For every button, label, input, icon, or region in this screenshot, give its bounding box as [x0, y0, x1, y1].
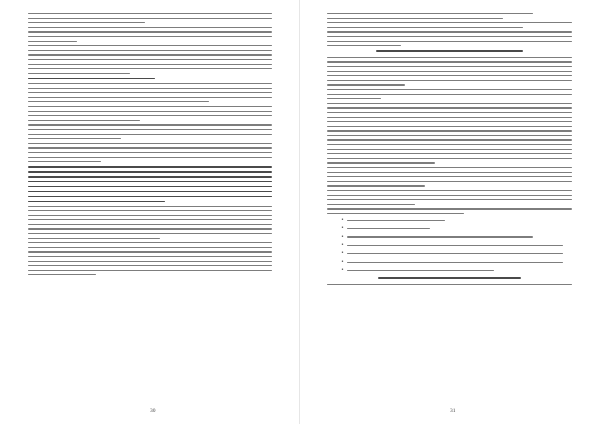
- numbered-list: [327, 18, 572, 47]
- paragraph: [28, 83, 272, 103]
- paragraph: [28, 206, 272, 239]
- section-heading: [327, 50, 572, 52]
- paragraph: [327, 57, 572, 86]
- bullet-icon: •: [341, 258, 344, 265]
- list-item: [327, 243, 572, 248]
- paragraph: [327, 103, 572, 164]
- paragraph: [327, 167, 572, 187]
- list-item: [327, 268, 572, 273]
- paragraph: [28, 45, 272, 74]
- page-number: 30: [150, 408, 156, 414]
- right-page-body: [327, 13, 572, 288]
- page-number: 31: [450, 408, 456, 414]
- bullet-icon: •: [341, 267, 344, 274]
- bullet-list: [327, 218, 572, 273]
- right-page: [300, 0, 600, 424]
- bullet-icon: •: [341, 225, 344, 232]
- bullet-icon: •: [341, 241, 344, 248]
- paragraph: [28, 143, 272, 163]
- left-page-body: [28, 13, 272, 279]
- paragraph: [28, 27, 272, 42]
- subheading: [28, 78, 272, 80]
- list-item: [327, 251, 572, 256]
- bold-paragraph: [28, 166, 272, 202]
- list-item: [327, 235, 572, 240]
- bullet-icon: •: [341, 250, 344, 257]
- paragraph: [327, 190, 572, 205]
- bullet-icon: •: [341, 233, 344, 240]
- paragraph: [327, 89, 572, 99]
- section-heading: [327, 277, 572, 279]
- paragraph: [327, 13, 572, 14]
- bullet-icon: •: [341, 216, 344, 223]
- list-item: [327, 260, 572, 265]
- paragraph: [28, 106, 272, 121]
- list-item: [327, 218, 572, 223]
- paragraph: [28, 242, 272, 275]
- paragraph: [28, 124, 272, 139]
- paragraph: [327, 208, 572, 214]
- paragraph: [327, 284, 572, 285]
- paragraph: [28, 13, 272, 23]
- list-item: [327, 226, 572, 231]
